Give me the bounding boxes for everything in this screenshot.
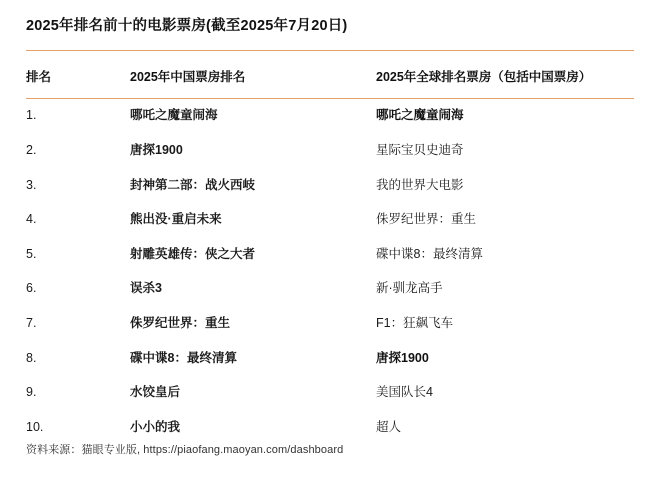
global-movie-title: 侏罗纪世界：重生 [376,212,477,227]
box-office-table [26,51,634,445]
rank-value: 1. [26,108,37,123]
rank-value: 6. [26,281,37,296]
column-header-rank: 排名 [26,69,52,84]
table-row [26,133,634,168]
table-row [26,307,634,342]
global-movie-title: 碟中谍8：最终清算 [376,246,483,261]
table-row [26,410,634,445]
table-row [26,237,634,272]
rank-value: 9. [26,385,37,400]
china-movie-title: 误杀3 [130,281,162,296]
table-header [26,51,634,99]
rank-value: 8. [26,350,37,365]
china-movie-title: 封神第二部：战火西岐 [130,177,256,192]
column-header-global: 2025年全球排名票房（包括中国票房） [376,69,592,84]
table-header-row [26,51,634,99]
global-movie-title: 哪吒之魔童闹海 [376,108,464,123]
rank-value: 7. [26,316,37,331]
rank-value: 2. [26,142,37,157]
global-movie-title: F1：狂飙飞车 [376,316,454,331]
table-row [26,272,634,307]
page-title: 2025年排名前十的电影票房(截至2025年7月20日) [26,18,348,34]
china-movie-title: 唐探1900 [130,142,183,157]
china-movie-title: 熊出没·重启未来 [130,212,222,227]
rank-value: 3. [26,177,37,192]
rank-value: 10. [26,419,44,434]
global-movie-title: 唐探1900 [376,350,429,365]
global-movie-title: 美国队长4 [376,385,433,400]
china-movie-title: 水饺皇后 [130,385,181,400]
global-movie-title: 我的世界大电影 [376,177,464,192]
source-note: 资料来源：猫眼专业版, https://piaofang.maoyan.com/dashboard [26,444,344,456]
table-body [26,98,634,445]
global-movie-title: 新·驯龙高手 [376,281,443,296]
table-row [26,376,634,411]
global-movie-title: 超人 [376,419,402,434]
china-movie-title: 小小的我 [130,419,181,434]
table-row [26,203,634,238]
rank-value: 4. [26,212,37,227]
china-movie-title: 射雕英雄传：侠之大者 [130,246,256,261]
china-movie-title: 哪吒之魔童闹海 [130,108,218,123]
china-movie-title: 侏罗纪世界：重生 [130,316,231,331]
column-header-china: 2025年中国票房排名 [130,69,246,84]
rank-value: 5. [26,246,37,261]
global-movie-title: 星际宝贝史迪奇 [376,142,464,157]
table-row [26,98,634,133]
table-row [26,341,634,376]
table-row [26,168,634,203]
china-movie-title: 碟中谍8：最终清算 [130,350,237,365]
